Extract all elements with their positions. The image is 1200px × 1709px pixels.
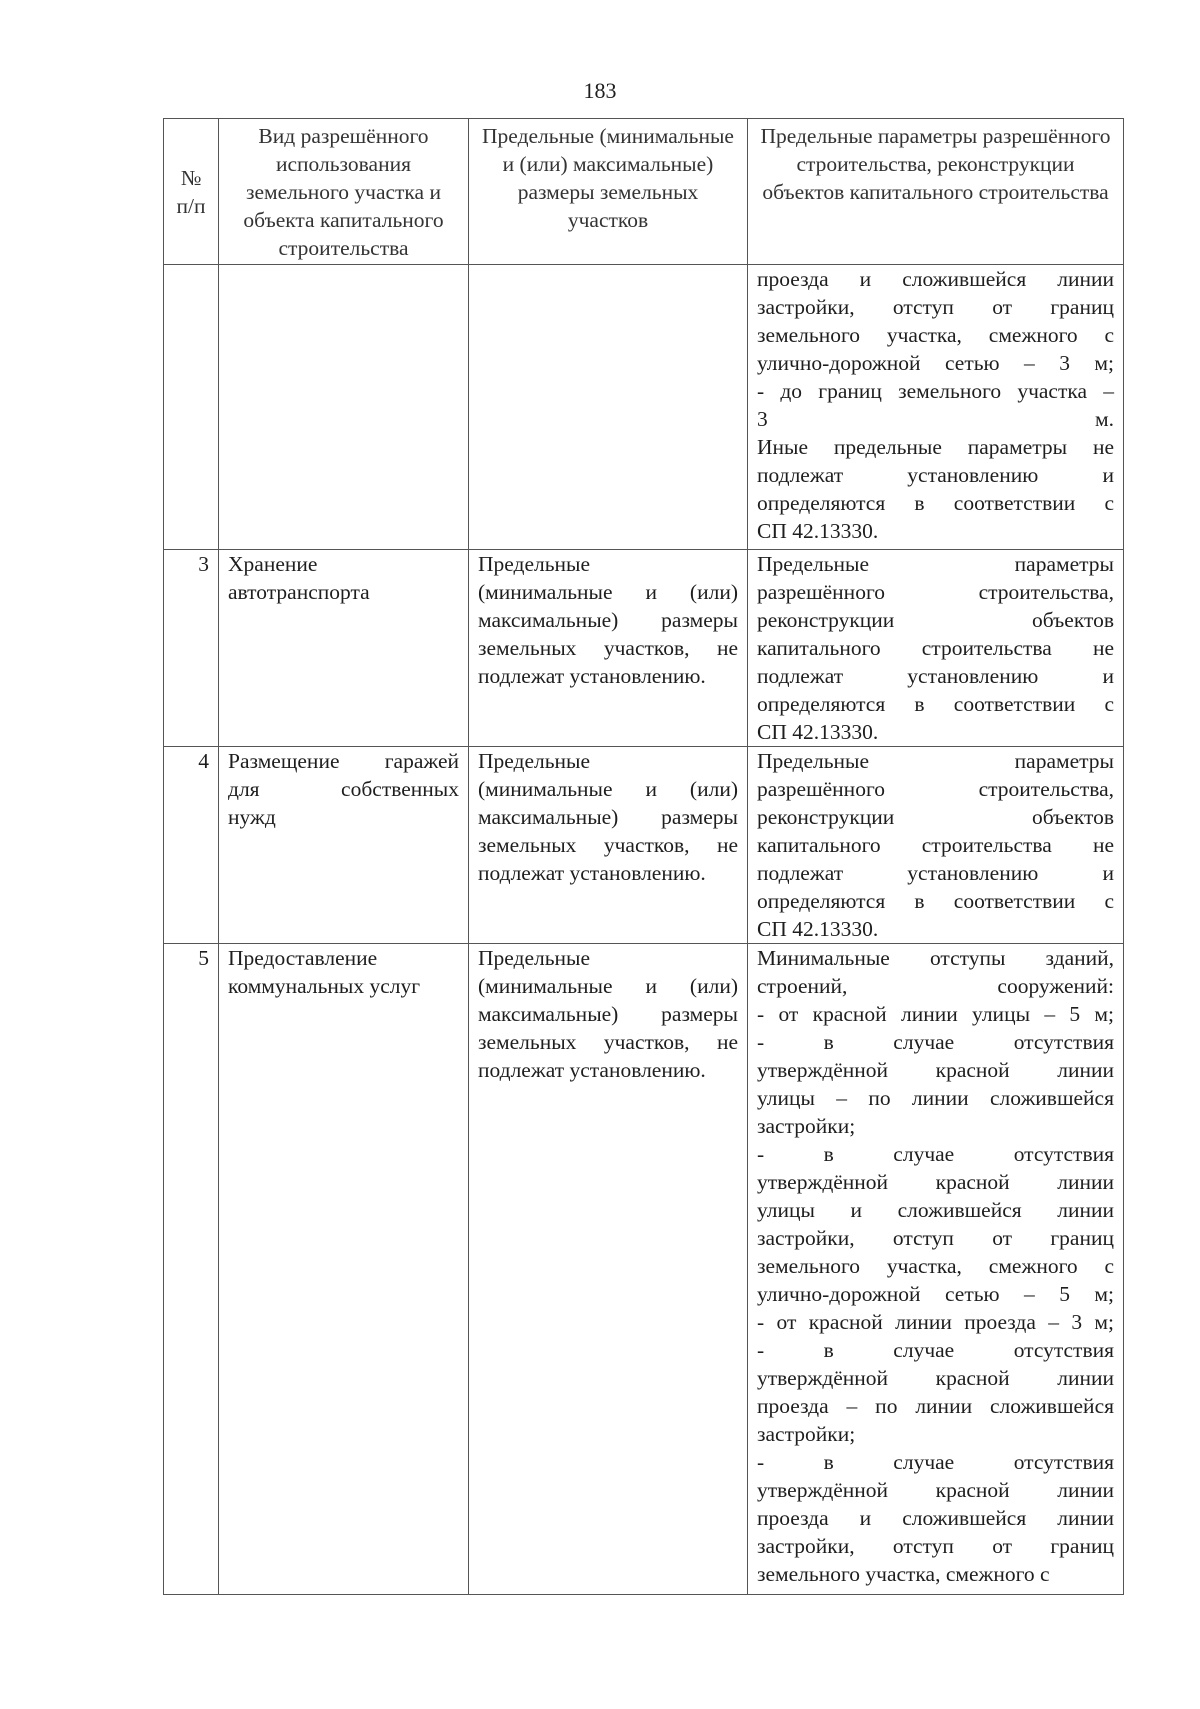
text-line: - от красной линии улицы – 5 м; [757, 1002, 1114, 1026]
text-line: максимальные) размеры [478, 608, 738, 632]
text-line: - в случае отсутствия [757, 1142, 1114, 1166]
text-line: подлежат установлению. [478, 861, 706, 885]
text-line: улично-дорожной сетью – 3 м; [757, 351, 1114, 375]
text-line: нужд [228, 805, 276, 829]
table-row [164, 550, 1124, 747]
text-line: автотранспорта [228, 580, 370, 604]
use-type-cell [219, 265, 469, 550]
text-line: Иные предельные параметры не [757, 435, 1114, 459]
text-line: земельных участков, не [478, 833, 738, 857]
text-line: утверждённой красной линии [757, 1170, 1114, 1194]
text-line: определяются в соответствии с [757, 692, 1114, 716]
text-line: земельного участка, смежного с [757, 323, 1114, 347]
text-line: Размещение гаражей [228, 749, 459, 773]
text-line: - в случае отсутствия [757, 1030, 1114, 1054]
text-line: подлежат установлению. [478, 664, 706, 688]
text-line: Предоставление [228, 946, 378, 970]
plot-sizes-cell [469, 550, 748, 747]
text-line: утверждённой красной линии [757, 1366, 1114, 1390]
text-line: - до границ земельного участка – [757, 379, 1114, 403]
params-cell [748, 747, 1124, 944]
text-line: разрешённого строительства, [757, 777, 1114, 801]
text-line: утверждённой красной линии [757, 1478, 1114, 1502]
text-line: 3 м. [757, 407, 1114, 431]
row-num-cell [164, 265, 219, 550]
text-line: капитального строительства не [757, 833, 1114, 857]
text-line: улицы – по линии сложившейся [757, 1086, 1114, 1110]
text-line: застройки; [757, 1422, 856, 1446]
text-line: определяются в соответствии с [757, 889, 1114, 913]
table-row [164, 944, 1124, 1595]
text-line: утверждённой красной линии [757, 1058, 1114, 1082]
table-row [164, 747, 1124, 944]
header-plot-sizes: Предельные (минимальные и (или) максимальные) размеры земельных участков [469, 119, 748, 265]
row-num-cell: 4 [164, 747, 219, 944]
text-line: капитального строительства не [757, 636, 1114, 660]
text-line: Предельные [478, 946, 591, 970]
plot-sizes-cell [469, 747, 748, 944]
text-line: - от красной линии проезда – 3 м; [757, 1310, 1114, 1334]
text-line: проезда и сложившейся линии [757, 267, 1114, 291]
land-use-table [163, 118, 1124, 1595]
text-line: Предельные параметры [757, 552, 1114, 576]
text-line: подлежат установлению и [757, 664, 1114, 688]
table-row [164, 265, 1124, 550]
header-num-text: № п/п [176, 166, 206, 218]
text-line: для собственных [228, 777, 459, 801]
use-type-cell [219, 747, 469, 944]
text-line: подлежат установлению и [757, 861, 1114, 885]
text-line: (минимальные и (или) [478, 974, 738, 998]
params-cell [748, 944, 1124, 1595]
text-line: Предельные [478, 552, 591, 576]
plot-sizes-cell [469, 265, 748, 550]
text-line: земельных участков, не [478, 636, 738, 660]
row-num-cell: 5 [164, 944, 219, 1595]
row-num-cell: 3 [164, 550, 219, 747]
text-line: - в случае отсутствия [757, 1338, 1114, 1362]
text-line: застройки, отступ от границ [757, 1534, 1114, 1558]
text-line: застройки; [757, 1114, 856, 1138]
text-line: СП 42.13330. [757, 720, 879, 744]
text-line: реконструкции объектов [757, 608, 1114, 632]
text-line: определяются в соответствии с [757, 491, 1114, 515]
text-line: максимальные) размеры [478, 1002, 738, 1026]
text-line: застройки, отступ от границ [757, 295, 1114, 319]
header-use-type: Вид разрешённого использования земельного участка и объекта капитального строительства [219, 119, 469, 265]
text-line: подлежат установлению. [478, 1058, 706, 1082]
text-line: улично-дорожной сетью – 5 м; [757, 1282, 1114, 1306]
text-line: подлежат установлению и [757, 463, 1114, 487]
text-line: проезда – по линии сложившейся [757, 1394, 1114, 1418]
text-line: земельного участка, смежного с [757, 1562, 1050, 1586]
text-line: земельных участков, не [478, 1030, 738, 1054]
text-line: Хранение [228, 552, 318, 576]
text-line: застройки, отступ от границ [757, 1226, 1114, 1250]
text-line: строений, сооружений: [757, 974, 1114, 998]
text-line: Предельные [478, 749, 591, 773]
text-line: коммунальных услуг [228, 974, 421, 998]
params-cell [748, 265, 1124, 550]
params-cell [748, 550, 1124, 747]
header-params: Предельные параметры разрешённого строительства, реконструкции объектов капитального строительства [748, 119, 1124, 265]
text-line: Минимальные отступы зданий, [757, 946, 1114, 970]
text-line: (минимальные и (или) [478, 777, 738, 801]
table-header-row [164, 119, 1124, 265]
text-line: - в случае отсутствия [757, 1450, 1114, 1474]
text-line: проезда и сложившейся линии [757, 1506, 1114, 1530]
text-line: разрешённого строительства, [757, 580, 1114, 604]
text-line: земельного участка, смежного с [757, 1254, 1114, 1278]
text-line: Предельные параметры [757, 749, 1114, 773]
page-number: 183 [583, 78, 617, 103]
text-line: (минимальные и (или) [478, 580, 738, 604]
use-type-cell [219, 944, 469, 1595]
text-line: максимальные) размеры [478, 805, 738, 829]
text-line: реконструкции объектов [757, 805, 1114, 829]
text-line: улицы и сложившейся линии [757, 1198, 1114, 1222]
text-line: СП 42.13330. [757, 917, 879, 941]
text-line: СП 42.13330. [757, 519, 879, 543]
use-type-cell [219, 550, 469, 747]
plot-sizes-cell [469, 944, 748, 1595]
header-num [164, 119, 219, 265]
